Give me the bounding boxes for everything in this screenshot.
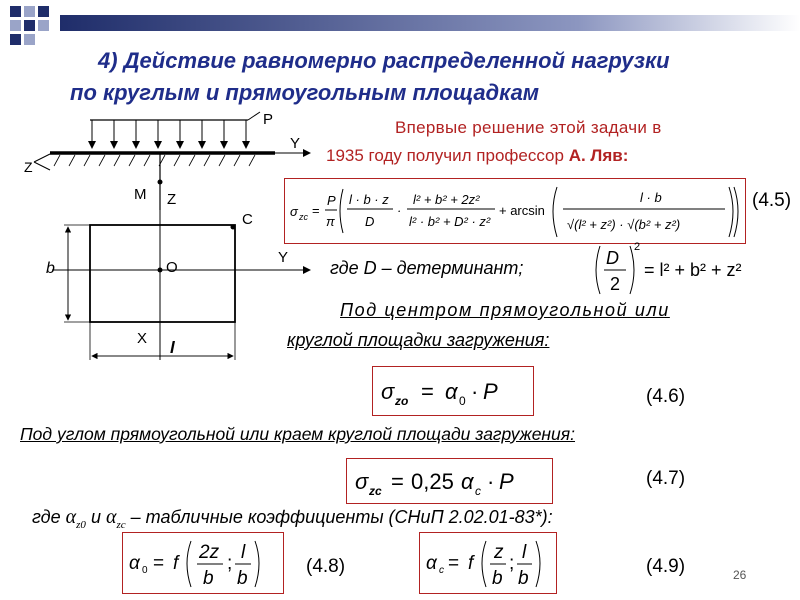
svg-text:=: = xyxy=(391,469,404,494)
svg-text:b: b xyxy=(237,568,248,589)
formula-4-6 xyxy=(372,366,534,416)
author-name: А. Ляв: xyxy=(568,146,629,165)
plan-rectangle xyxy=(90,225,235,322)
svg-text:zo: zo xyxy=(395,394,409,408)
svg-text:zc: zc xyxy=(299,212,308,222)
eq-number-4-7: (4.7) xyxy=(646,468,686,489)
svg-text:l: l xyxy=(522,542,527,563)
svg-text:D: D xyxy=(606,248,619,268)
point-M xyxy=(158,180,163,185)
eq-number-4-5: (4.5) xyxy=(752,190,792,211)
svg-text:l² · b² + D² · z²: l² · b² + D² · z² xyxy=(409,214,491,229)
svg-text:l · b · z: l · b · z xyxy=(349,192,389,207)
point-O xyxy=(158,268,163,273)
svg-text:·: · xyxy=(487,469,495,494)
eq47-coefficient: 0,25 xyxy=(411,469,454,494)
coef-text-and: и xyxy=(90,507,101,527)
point-C xyxy=(231,225,236,230)
svg-text:f: f xyxy=(173,553,179,574)
svg-text:α: α xyxy=(426,553,437,574)
label-X: X xyxy=(137,330,148,347)
svg-text:l: l xyxy=(241,542,246,563)
svg-text:D: D xyxy=(365,214,375,229)
label-C: C xyxy=(242,211,253,228)
svg-text:·: · xyxy=(397,203,402,218)
svg-text:c: c xyxy=(475,484,481,498)
formula-4-5 xyxy=(284,178,746,244)
svg-text:P: P xyxy=(483,379,498,404)
svg-text:c: c xyxy=(439,565,444,576)
svg-text:;: ; xyxy=(227,553,233,574)
formula-4-8-graphic xyxy=(123,533,283,593)
svg-text:σ: σ xyxy=(355,469,369,494)
svg-text:π: π xyxy=(326,214,335,229)
label-Y-plan: Y xyxy=(278,249,289,266)
svg-text:P: P xyxy=(327,193,336,208)
determinant-formula xyxy=(592,240,782,300)
svg-text:=: = xyxy=(448,553,460,574)
svg-text:b: b xyxy=(492,568,503,589)
slide-title-line1: 4) Действие равномерно распределенной нагрузки xyxy=(98,48,670,73)
svg-text:=: = xyxy=(421,379,434,404)
svg-text:+ arcsin: + arcsin xyxy=(499,203,545,218)
label-l: l xyxy=(170,338,175,357)
formula-4-5-graphic xyxy=(285,179,745,243)
formula-4-6-graphic xyxy=(373,367,533,415)
svg-text:0: 0 xyxy=(142,565,148,576)
svg-text:=: = xyxy=(153,553,165,574)
coef-text xyxy=(32,506,553,531)
svg-text:= l² + b² + z²: = l² + b² + z² xyxy=(644,260,742,280)
svg-text:l · b: l · b xyxy=(640,190,662,205)
svg-text:b: b xyxy=(518,568,529,589)
formula-4-7-graphic xyxy=(347,459,552,503)
slide-title-line2: по круглым и прямоугольным площадкам xyxy=(70,80,540,105)
label-Y-top: Y xyxy=(290,135,301,152)
determinant-text: где D – детерминант; xyxy=(330,258,524,278)
svg-text:2z: 2z xyxy=(199,542,220,563)
label-M: M xyxy=(134,186,147,203)
svg-text:zc: zc xyxy=(369,484,382,498)
eq-number-4-6: (4.6) xyxy=(646,386,686,407)
svg-text:σ: σ xyxy=(381,379,395,404)
formula-4-9-graphic xyxy=(420,533,556,593)
svg-text:2: 2 xyxy=(610,274,621,294)
svg-text:f: f xyxy=(468,553,474,574)
center-text-line1: Под центром прямоугольной или xyxy=(340,300,670,320)
label-O: O xyxy=(166,259,178,276)
coef-text-suffix: – табличные коэффициенты (СНиП 2.02.01-83*): xyxy=(130,507,553,527)
eq-number-4-8: (4.8) xyxy=(306,556,346,577)
alpha-z0-symbol: $\alpha_{z0}$ xyxy=(65,506,86,531)
corner-text: Под углом прямоугольной или краем круглой площади загружения: xyxy=(20,424,576,444)
page-number: 26 xyxy=(733,568,747,582)
coef-text-prefix: где xyxy=(32,507,61,527)
label-P: P xyxy=(263,111,274,128)
svg-text:0: 0 xyxy=(459,394,466,408)
svg-text:;: ; xyxy=(509,553,515,574)
intro-line2 xyxy=(326,146,628,166)
label-Z-left: Z xyxy=(24,159,33,175)
formula-4-7 xyxy=(346,458,553,504)
svg-text:σ: σ xyxy=(290,204,298,219)
svg-text:z: z xyxy=(494,542,504,563)
svg-text:α: α xyxy=(461,469,474,494)
svg-text:l² + b² + 2z²: l² + b² + 2z² xyxy=(413,192,480,207)
formula-4-8 xyxy=(122,532,284,594)
soil-hatching xyxy=(54,155,255,166)
label-b: b xyxy=(46,260,55,277)
svg-text:·: · xyxy=(471,379,479,404)
eq-number-4-9: (4.9) xyxy=(646,556,686,577)
svg-text:b: b xyxy=(203,568,214,589)
intro-line1: Впервые решение этой задачи в xyxy=(395,118,662,137)
intro-line2-prefix: 1935 году получил профессор xyxy=(326,146,569,165)
svg-text:P: P xyxy=(499,469,514,494)
label-Z-below: Z xyxy=(167,191,177,208)
svg-text:2: 2 xyxy=(634,241,641,253)
formula-4-9 xyxy=(419,532,557,594)
alpha-zc-symbol: $\alpha_{zc}$ xyxy=(105,506,126,531)
decor-gradient-bar xyxy=(60,15,800,31)
svg-text:α: α xyxy=(445,379,458,404)
svg-text:√(l² + z²) · √(b² + z²): √(l² + z²) · √(b² + z²) xyxy=(567,217,681,232)
load-arrows xyxy=(92,120,246,148)
center-text-line2: круглой площадки загружения: xyxy=(287,330,550,350)
svg-text:α: α xyxy=(129,553,140,574)
svg-text:=: = xyxy=(312,203,320,218)
